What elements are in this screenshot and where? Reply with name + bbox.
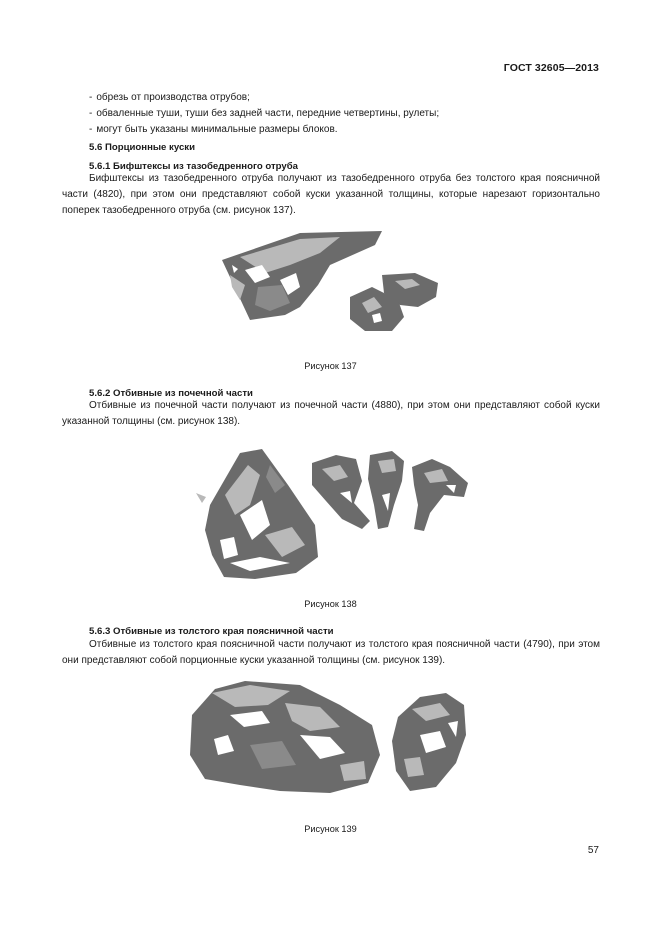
figure-139-image xyxy=(0,675,661,805)
standard-header: ГОСТ 32605—2013 xyxy=(503,62,599,74)
list-item: - могут быть указаны минимальные размеры блоков. xyxy=(89,124,338,135)
figure-137-image xyxy=(0,225,661,335)
section-heading-5-6-1: 5.6.1 Бифштексы из тазобедренного отруба xyxy=(89,161,299,172)
figure-137-caption: Рисунок 137 xyxy=(304,361,357,371)
section-paragraph-5-6-2: Отбивные из почечной части получают из почечной части (4880), при этом они представляют собой куски указанной толщины (см. рисунок 138). xyxy=(62,400,600,427)
section-heading-5-6-2: 5.6.2 Отбивные из почечной части xyxy=(89,388,253,399)
figure-139-caption: Рисунок 139 xyxy=(304,824,357,834)
page-number: 57 xyxy=(587,845,599,856)
list-item: - обрезь от производства отрубов; xyxy=(89,92,250,103)
section-paragraph-5-6-3: Отбивные из толстого края поясничной части получают из толстого края поясничной части (4790), при этом они представляют собой порционные куски указанной толщины (см. рисунок 139). xyxy=(62,639,600,666)
section-heading-5-6-3: 5.6.3 Отбивные из толстого края поясничной части xyxy=(89,626,334,637)
figure-138-image xyxy=(0,445,661,585)
section-heading-5-6: 5.6 Порционные куски xyxy=(89,142,195,153)
bullet-list xyxy=(62,90,600,138)
bullet-dash: - xyxy=(89,124,93,135)
bullet-dash: - xyxy=(89,108,93,119)
section-paragraph-5-6-1: Бифштексы из тазобедренного отруба получают из тазобедренного отруба без толстого края поясничной части (4820), при этом они представляют собой куски указанной толщины, которые нарезают горизонтально поперек тазобедренного отруба (см. рисунок 137). xyxy=(62,173,600,216)
list-item: - обваленные туши, туши без задней части, передние четвертины, рулеты; xyxy=(89,108,440,119)
bullet-dash: - xyxy=(89,92,93,103)
figure-138-caption: Рисунок 138 xyxy=(304,599,357,609)
